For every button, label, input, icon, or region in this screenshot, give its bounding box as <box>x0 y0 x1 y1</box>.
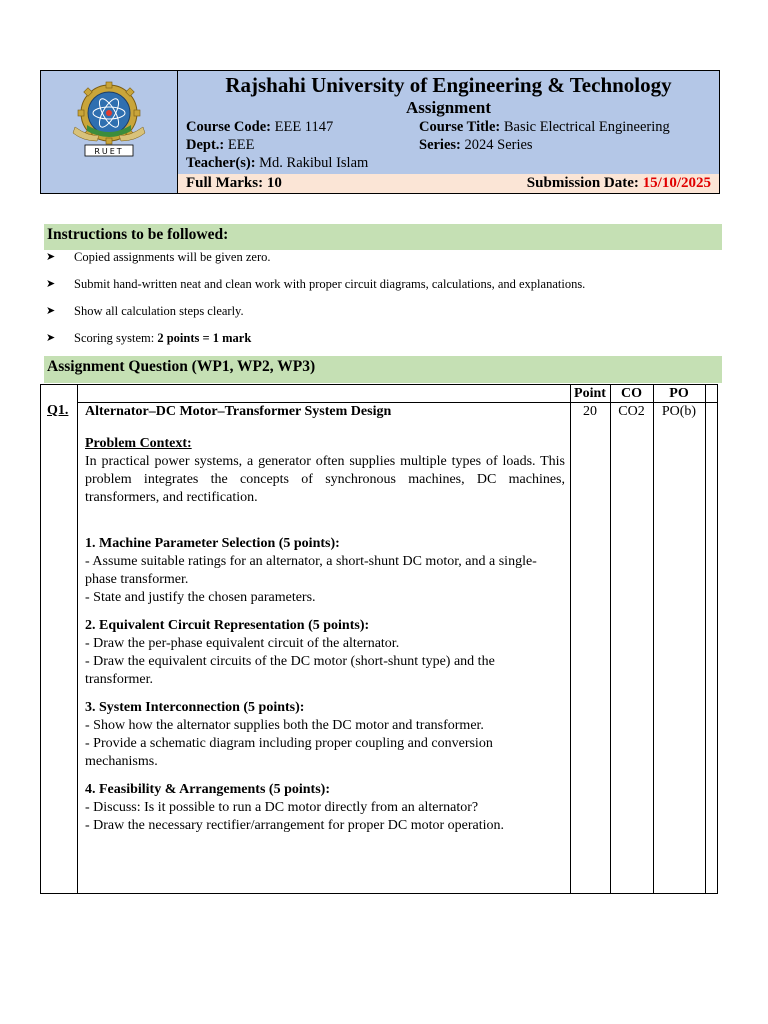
context-heading: Problem Context: <box>85 436 192 451</box>
part-line: - Draw the per-phase equivalent circuit of the alternator. <box>85 636 400 651</box>
part-heading: 4. Feasibility & Arrangements (5 points): <box>85 782 330 797</box>
question-table <box>40 384 718 894</box>
question-body <box>85 403 565 835</box>
part-line: - Show how the alternator supplies both the DC motor and transformer. <box>85 718 484 733</box>
header-info <box>178 71 719 193</box>
part-heading: 2. Equivalent Circuit Representation (5 points): <box>85 618 370 633</box>
university-name: Rajshahi University of Engineering & Technology <box>225 73 672 97</box>
arrow-bullet-icon: ➤ <box>46 332 56 344</box>
department: Dept.: EEE <box>186 137 255 153</box>
marks-row <box>178 173 719 193</box>
instructions-heading: Instructions to be followed: <box>44 224 722 250</box>
part-line: - Assume suitable ratings for an alternator, a short-shunt DC motor, and a single-phase transformer. <box>85 554 537 587</box>
teacher: Teacher(s): Md. Rakibul Islam <box>186 155 369 171</box>
column-header-co: CO <box>621 386 642 401</box>
column-header-po: PO <box>669 386 689 401</box>
column-header-point: Point <box>574 386 606 401</box>
assignment-heading: Assignment Question (WP1, WP2, WP3) <box>44 356 722 383</box>
context-text: In practical power systems, a generator often supplies multiple types of loads. This problem integrates the concepts of synchronous machines, DC machines, transformers, and rectification. <box>85 454 565 505</box>
arrow-bullet-icon: ➤ <box>46 278 56 290</box>
question-points: 20 <box>583 404 597 419</box>
series: Series: 2024 Series <box>419 137 533 153</box>
course-title: Course Title: Basic Electrical Engineering <box>419 119 670 135</box>
question-title: Alternator–DC Motor–Transformer System Design <box>85 404 392 419</box>
question-co: CO2 <box>618 404 645 419</box>
question-po: PO(b) <box>661 404 697 419</box>
logo-text: RUET <box>94 147 124 156</box>
part-line: - Discuss: Is it possible to run a DC motor directly from an alternator? <box>85 800 479 815</box>
arrow-bullet-icon: ➤ <box>46 251 56 263</box>
part-line: - Provide a schematic diagram including proper coupling and conversion mechanisms. <box>85 736 493 769</box>
submission-date: Submission Date: 15/10/2025 <box>526 175 711 191</box>
part-heading: 1. Machine Parameter Selection (5 points): <box>85 536 340 551</box>
part-heading: 3. System Interconnection (5 points): <box>85 700 305 715</box>
header-box <box>40 70 720 194</box>
course-code: Course Code: EEE 1147 <box>186 119 334 135</box>
question-number: Q1. <box>47 403 69 418</box>
part-line: - Draw the equivalent circuits of the DC motor (short-shunt type) and the transformer. <box>85 654 495 687</box>
full-marks: Full Marks: 10 <box>186 175 282 191</box>
ruet-logo-icon <box>69 79 149 161</box>
logo-cell <box>41 71 178 193</box>
arrow-bullet-icon: ➤ <box>46 305 56 317</box>
part-line: - Draw the necessary rectifier/arrangement for proper DC motor operation. <box>85 818 505 833</box>
document-type: Assignment <box>405 98 491 117</box>
part-line: - State and justify the chosen parameters. <box>85 590 316 605</box>
